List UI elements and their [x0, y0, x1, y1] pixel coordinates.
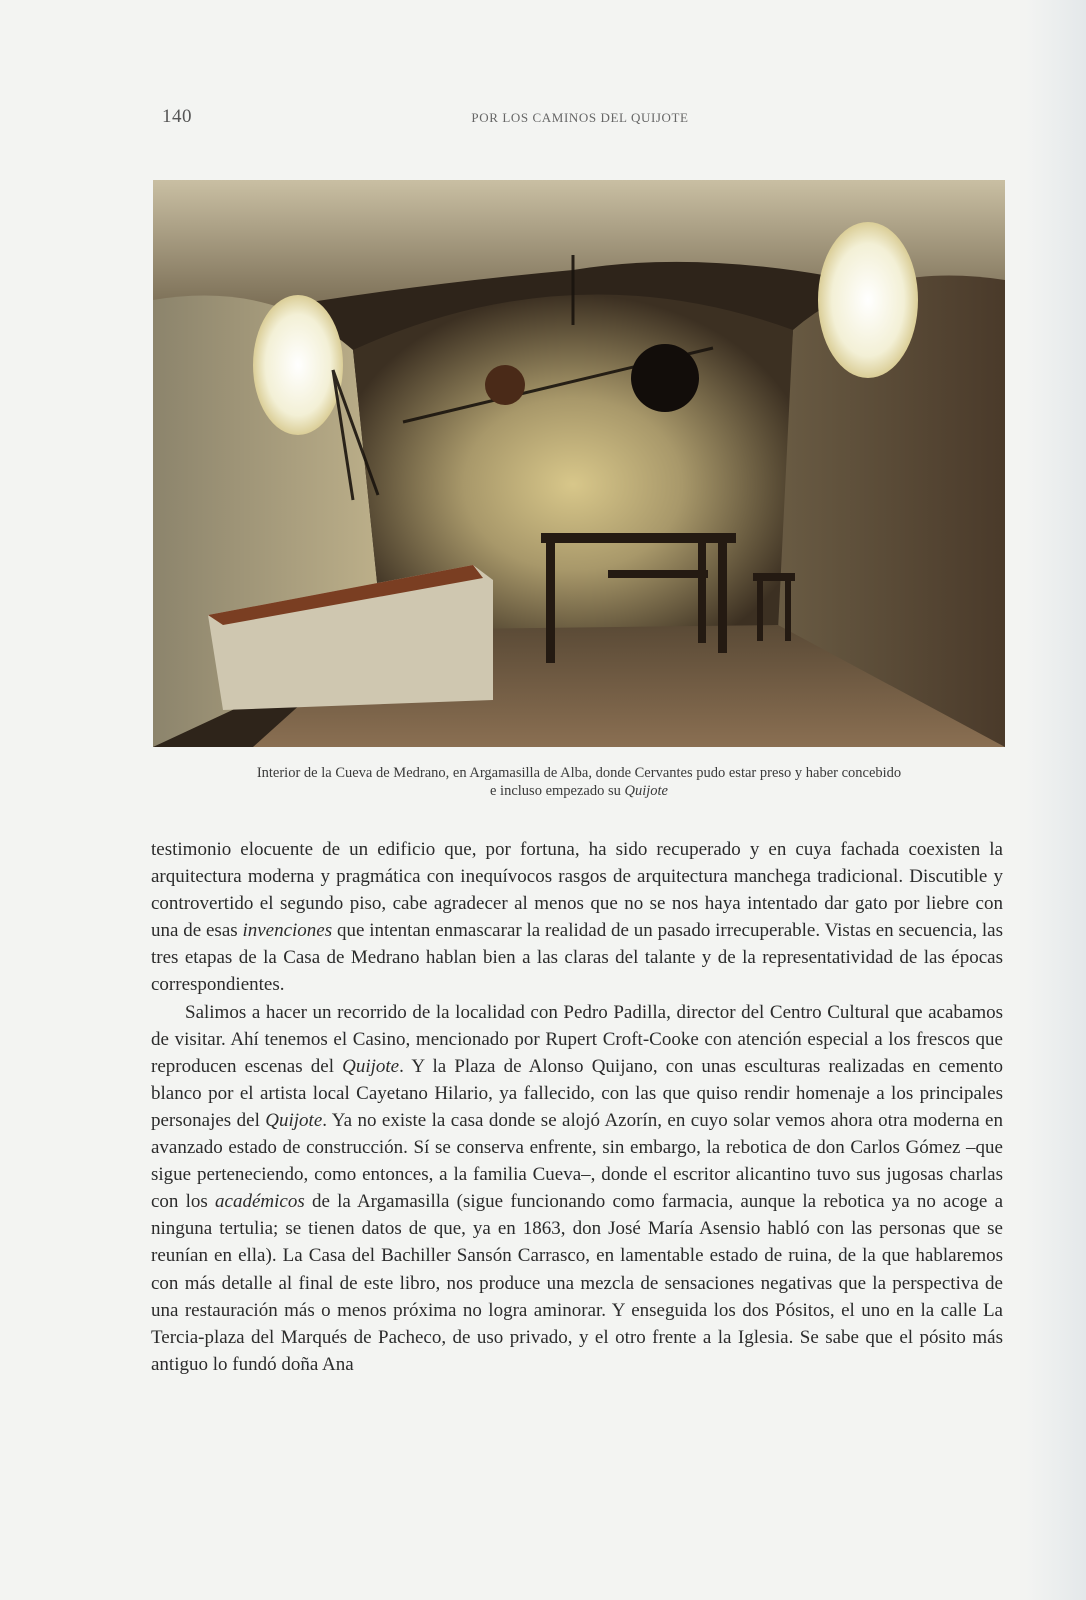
paragraph-1: testimonio elocuente de un edificio que, por fortuna, ha sido recuperado y en cuya fachada coexisten la arquitectura moderna y pragmática con inequívocos rasgos de arquitectura manchega tradicional. Discutible y controvertido el segundo piso, cabe agradecer al menos que no se nos haya intentado dar gato por liebre con una de esas invenciones que intentan enmascarar la realidad de un pasado irrecuperable. Vistas en secuencia, las tres etapas de la Casa de Medrano hablan bien a las claras del talante y de la representatividad de las épocas correspondientes.	[151, 839, 1003, 996]
caption-line-2-title: Quijote	[624, 783, 668, 799]
figure-caption	[153, 764, 1005, 800]
page-number: 140	[162, 106, 192, 127]
caption-line-2-prefix: e incluso empezado su	[490, 783, 625, 799]
page-header	[0, 106, 1086, 130]
page-edge-shadow	[1026, 0, 1086, 1600]
italic-term: Quijote	[265, 1109, 323, 1131]
caption-line-1: Interior de la Cueva de Medrano, en Argamasilla de Alba, donde Cervantes pudo estar preso y haber concebido	[256, 765, 902, 781]
italic-term: invenciones	[242, 920, 333, 942]
cave-interior-photo	[153, 180, 1005, 747]
paragraph-2: Salimos a hacer un recorrido de la localidad con Pedro Padilla, director del Centro Cultural que acabamos de visitar. Ahí tenemos el Casino, mencionado por Rupert Croft-Cooke con atención especial a los frescos que reproducen escenas del Quijote. Y la Plaza de Alonso Quijano, con unas esculturas realizadas en cemento blanco por el artista local Cayetano Hilario, ya fallecido, con las que quiso rendir homenaje a los principales personajes del Quijote. Ya no existe la casa donde se alojó Azorín, en cuyo solar vemos ahora otra moderna en avanzado estado de construcción. Sí se conserva enfrente, sin embargo, la rebotica de don Carlos Gómez –que sigue perteneciendo, como entonces, a la familia Cueva–, donde el escritor alicantino tuvo sus jugosas charlas con los académicos de la Argamasilla (sigue funcionando como farmacia, aunque la rebotica ya no acoge a ninguna tertulia; se tienen datos de que, ya en 1863, don José María Asensio habló con las personas que se reunían en ella). La Casa del Bachiller Sansón Carrasco, en lamentable estado de ruina, de la que hablaremos con más detalle al final de este libro, nos produce una mezcla de sensaciones negativas que la perspectiva de una restauración más o menos próxima no logra aminorar. Y enseguida los dos Pósitos, el uno en la calle La Tercia-plaza del Marqués de Pacheco, de uso privado, y el otro frente a la Iglesia. Se sabe que el pósito más antiguo lo fundó doña Ana	[151, 1001, 1003, 1375]
cave-photo-illustration	[153, 180, 1005, 747]
italic-term: académicos	[215, 1191, 305, 1213]
running-title: POR LOS CAMINOS DEL QUIJOTE	[471, 110, 689, 125]
caption-line-2	[153, 782, 1005, 800]
italic-term: Quijote	[342, 1055, 400, 1077]
body-text	[151, 836, 1003, 1378]
